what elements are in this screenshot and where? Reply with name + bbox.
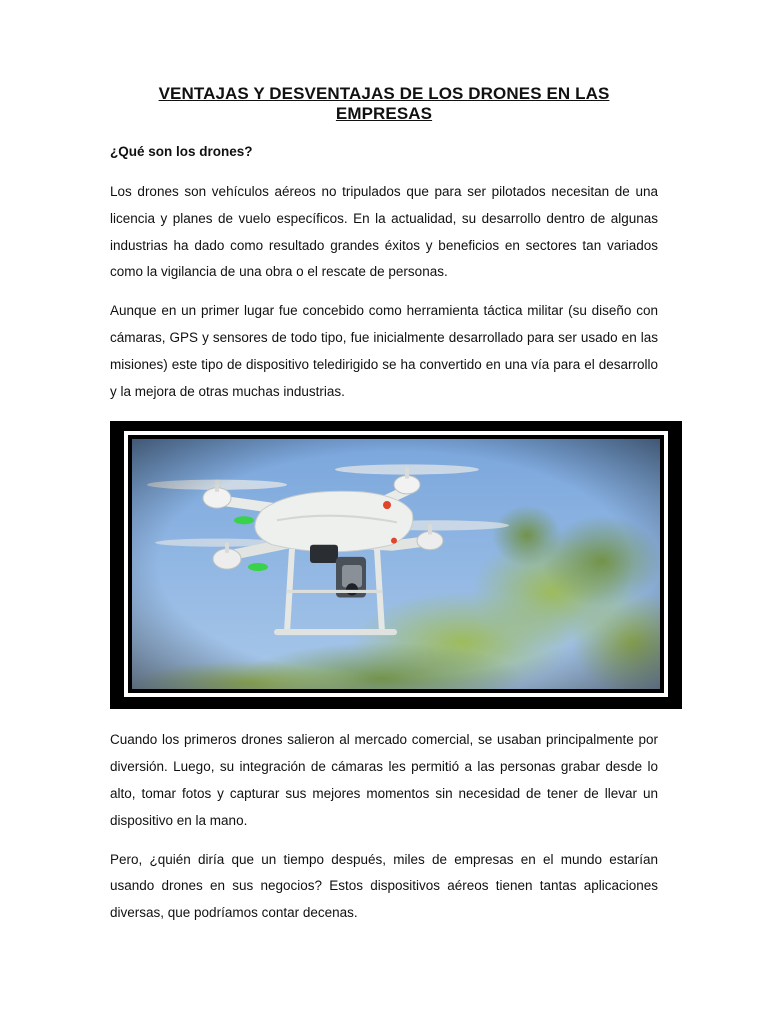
drone-illustration	[132, 439, 660, 689]
drone-photo	[124, 431, 668, 697]
paragraph: Los drones son vehículos aéreos no tripulados que para ser pilotados necesitan de una licencia y planes de vuelo específicos. En la actualidad, su desarrollo dentro de algunas industrias ha dado como resultado grandes éxitos y beneficios en sectores tan variados como la vigilancia de una obra o el rescate de personas.	[110, 184, 658, 280]
document-title: VENTAJAS Y DESVENTAJAS DE LOS DRONES EN LAS EMPRESAS	[158, 84, 610, 123]
document-page	[110, 84, 658, 939]
section-heading: ¿Qué son los drones?	[110, 144, 253, 159]
drone-photo-frame	[110, 421, 682, 709]
paragraph: Cuando los primeros drones salieron al mercado comercial, se usaban principalmente por diversión. Luego, su integración de cámaras les permitió a las personas grabar desde lo alto, tomar fotos y capturar sus mejores momentos sin necesidad de tener de llevar un dispositivo en la mano.	[110, 732, 658, 828]
paragraph: Aunque en un primer lugar fue concebido como herramienta táctica militar (su diseño con cámaras, GPS y sensores de todo tipo, fue inicialmente desarrollado para ser usado en las misiones) este tipo de dispositivo teledirigido se ha convertido en una vía para el desarrollo y la mejora de otras muchas industrias.	[110, 303, 658, 399]
paragraph: Pero, ¿quién diría que un tiempo después, miles de empresas en el mundo estarían usando drones en sus negocios? Estos dispositivos aéreos tienen tantas aplicaciones diversas, que podríamos contar decenas.	[110, 851, 658, 921]
